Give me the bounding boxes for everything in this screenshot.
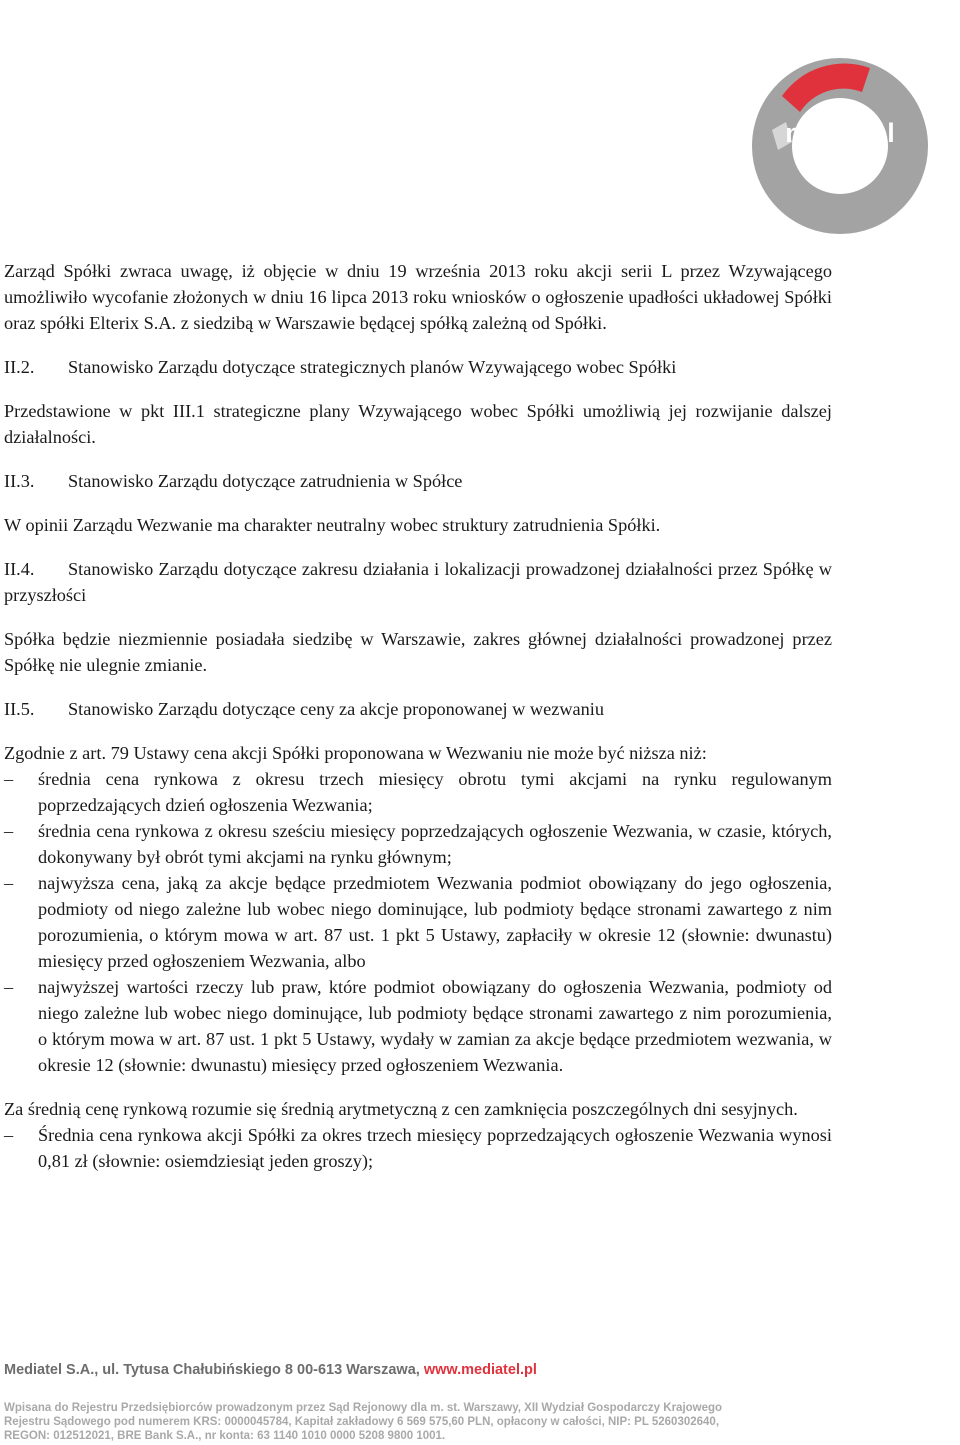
logo-word-mediatel: mediatel [785, 118, 895, 148]
dash-bullet: – [4, 769, 14, 789]
legal-line: Wpisana do Rejestru Przedsiębiorców prowadzonym przez Sąd Rejonowy dla m. st. Warszawy, XII Wydział Gospodarczy Krajowego [4, 1402, 723, 1414]
section-number: II.4. [4, 559, 35, 579]
section-heading-ii-4 [4, 556, 832, 608]
list-item [4, 766, 832, 818]
section-title: Stanowisko Zarządu dotyczące ceny za akcje proponowanej w wezwaniu [68, 699, 605, 719]
section-heading-ii-5 [4, 696, 832, 722]
footer-legal-info [4, 1401, 954, 1443]
company-address: Mediatel S.A., ul. Tytusa Chałubińskiego 8 00-613 Warszawa, [4, 1362, 424, 1378]
list-item [4, 870, 832, 974]
section-ii-4-body: Spółka będzie niezmiennie posiadała siedzibę w Warszawie, zakres głównej działalności prowadzonej przez Spółkę nie ulegnie zmianie. [4, 629, 832, 675]
logo-mark [752, 58, 928, 234]
list-item [4, 1122, 832, 1174]
section-number: II.5. [4, 699, 35, 719]
list-item [4, 818, 832, 870]
section-title: Stanowisko Zarządu dotyczące zatrudnienia w Spółce [68, 471, 463, 491]
section-ii-5-body: Zgodnie z art. 79 Ustawy cena akcji Spółki proponowana w Wezwaniu nie może być niższa niż: [4, 743, 707, 763]
legal-line: REGON: 012512021, BRE Bank S.A., nr konta: 63 1140 1010 0000 5208 9800 1001. [4, 1430, 446, 1442]
list-item-text: średnia cena rynkowa z okresu sześciu miesięcy poprzedzających ogłoszenie Wezwania, w czasie, których, dokonywany był obrót tymi akcjami na rynku głównym; [38, 821, 832, 867]
website-link[interactable]: www.mediatel.pl [423, 1362, 537, 1378]
list-item [4, 974, 832, 1078]
average-price-note: Za średnią cenę rynkową rozumie się średnią arytmetyczną z cen zamknięcia poszczególnych dni sesyjnych. [4, 1099, 798, 1119]
logo-word-group: group [823, 148, 881, 173]
footer-address [4, 1362, 537, 1378]
dash-bullet: – [4, 977, 14, 997]
section-number: II.3. [4, 471, 35, 491]
section-ii-3-body: W opinii Zarządu Wezwanie ma charakter neutralny wobec struktury zatrudnienia Spółki. [4, 515, 661, 535]
list-item-text: Średnia cena rynkowa akcji Spółki za okres trzech miesięcy poprzedzających ogłoszenie Wezwania wynosi 0,81 zł (słownie: osiemdziesiąt jeden groszy); [38, 1125, 832, 1171]
section-ii-2-body: Przedstawione w pkt III.1 strategiczne plany Wzywającego wobec Spółki umożliwią jej rozwijanie dalszej działalności. [4, 401, 832, 447]
section-heading-ii-2 [4, 354, 832, 380]
list-item-text: najwyższa cena, jaką za akcje będące przedmiotem Wezwania podmiot obowiązany do jego ogłoszenia, podmioty od niego zależne lub wobec niego dominujące, lub podmioty będące stronami zawartego z nim porozumienia, o którym mowa w art. 87 ust. 1 pkt 5 Ustawy, zapłaciły w okresie 12 (słownie: dwunastu) miesięcy przed ogłoszeniem Wezwania, albo [38, 873, 832, 971]
average-price-list [4, 1122, 832, 1174]
section-title: Stanowisko Zarządu dotyczące zakresu działania i lokalizacji prowadzonej działalności przez Spółkę w przyszłości [4, 559, 832, 605]
list-item-text: średnia cena rynkowa z okresu trzech miesięcy obrotu tymi akcjami na rynku regulowanym poprzedzających dzień ogłoszenia Wezwania; [38, 769, 832, 815]
minimum-price-list [4, 766, 832, 1078]
intro-paragraph: Zarząd Spółki zwraca uwagę, iż objęcie w dniu 19 września 2013 roku akcji serii L przez Wzywającego umożliwiło wycofanie złożonych w dniu 16 lipca 2013 roku wniosków o ogłoszenie upadłości układowej Spółki oraz spółki Elterix S.A. z siedzibą w Warszawie będącej spółką zależną od Spółki. [4, 261, 832, 333]
legal-line: Rejestru Sądowego pod numerem KRS: 0000045784, Kapitał zakładowy 6 569 575,60 PLN, opłacony w całości, NIP: PL 5260302640, [4, 1416, 720, 1428]
section-heading-ii-3 [4, 468, 832, 494]
dash-bullet: – [4, 1125, 14, 1145]
dash-bullet: – [4, 873, 14, 893]
list-item-text: najwyższej wartości rzeczy lub praw, które podmiot obowiązany do ogłoszenia Wezwania, podmioty od niego zależne lub wobec niego dominujące, lub podmioty będące stronami zawartego z nim porozumienia, o którym mowa w art. 87 ust. 1 pkt 5 Ustawy, wydały w zamian za akcje będące przedmiotem wezwania, w okresie 12 (słownie: dwunastu) miesięcy przed ogłoszeniem Wezwania. [38, 977, 832, 1075]
mediatel-group-logo [752, 58, 928, 234]
dash-bullet: – [4, 821, 14, 841]
section-number: II.2. [4, 357, 35, 377]
document-body [4, 258, 832, 1174]
section-title: Stanowisko Zarządu dotyczące strategicznych planów Wzywającego wobec Spółki [68, 357, 677, 377]
